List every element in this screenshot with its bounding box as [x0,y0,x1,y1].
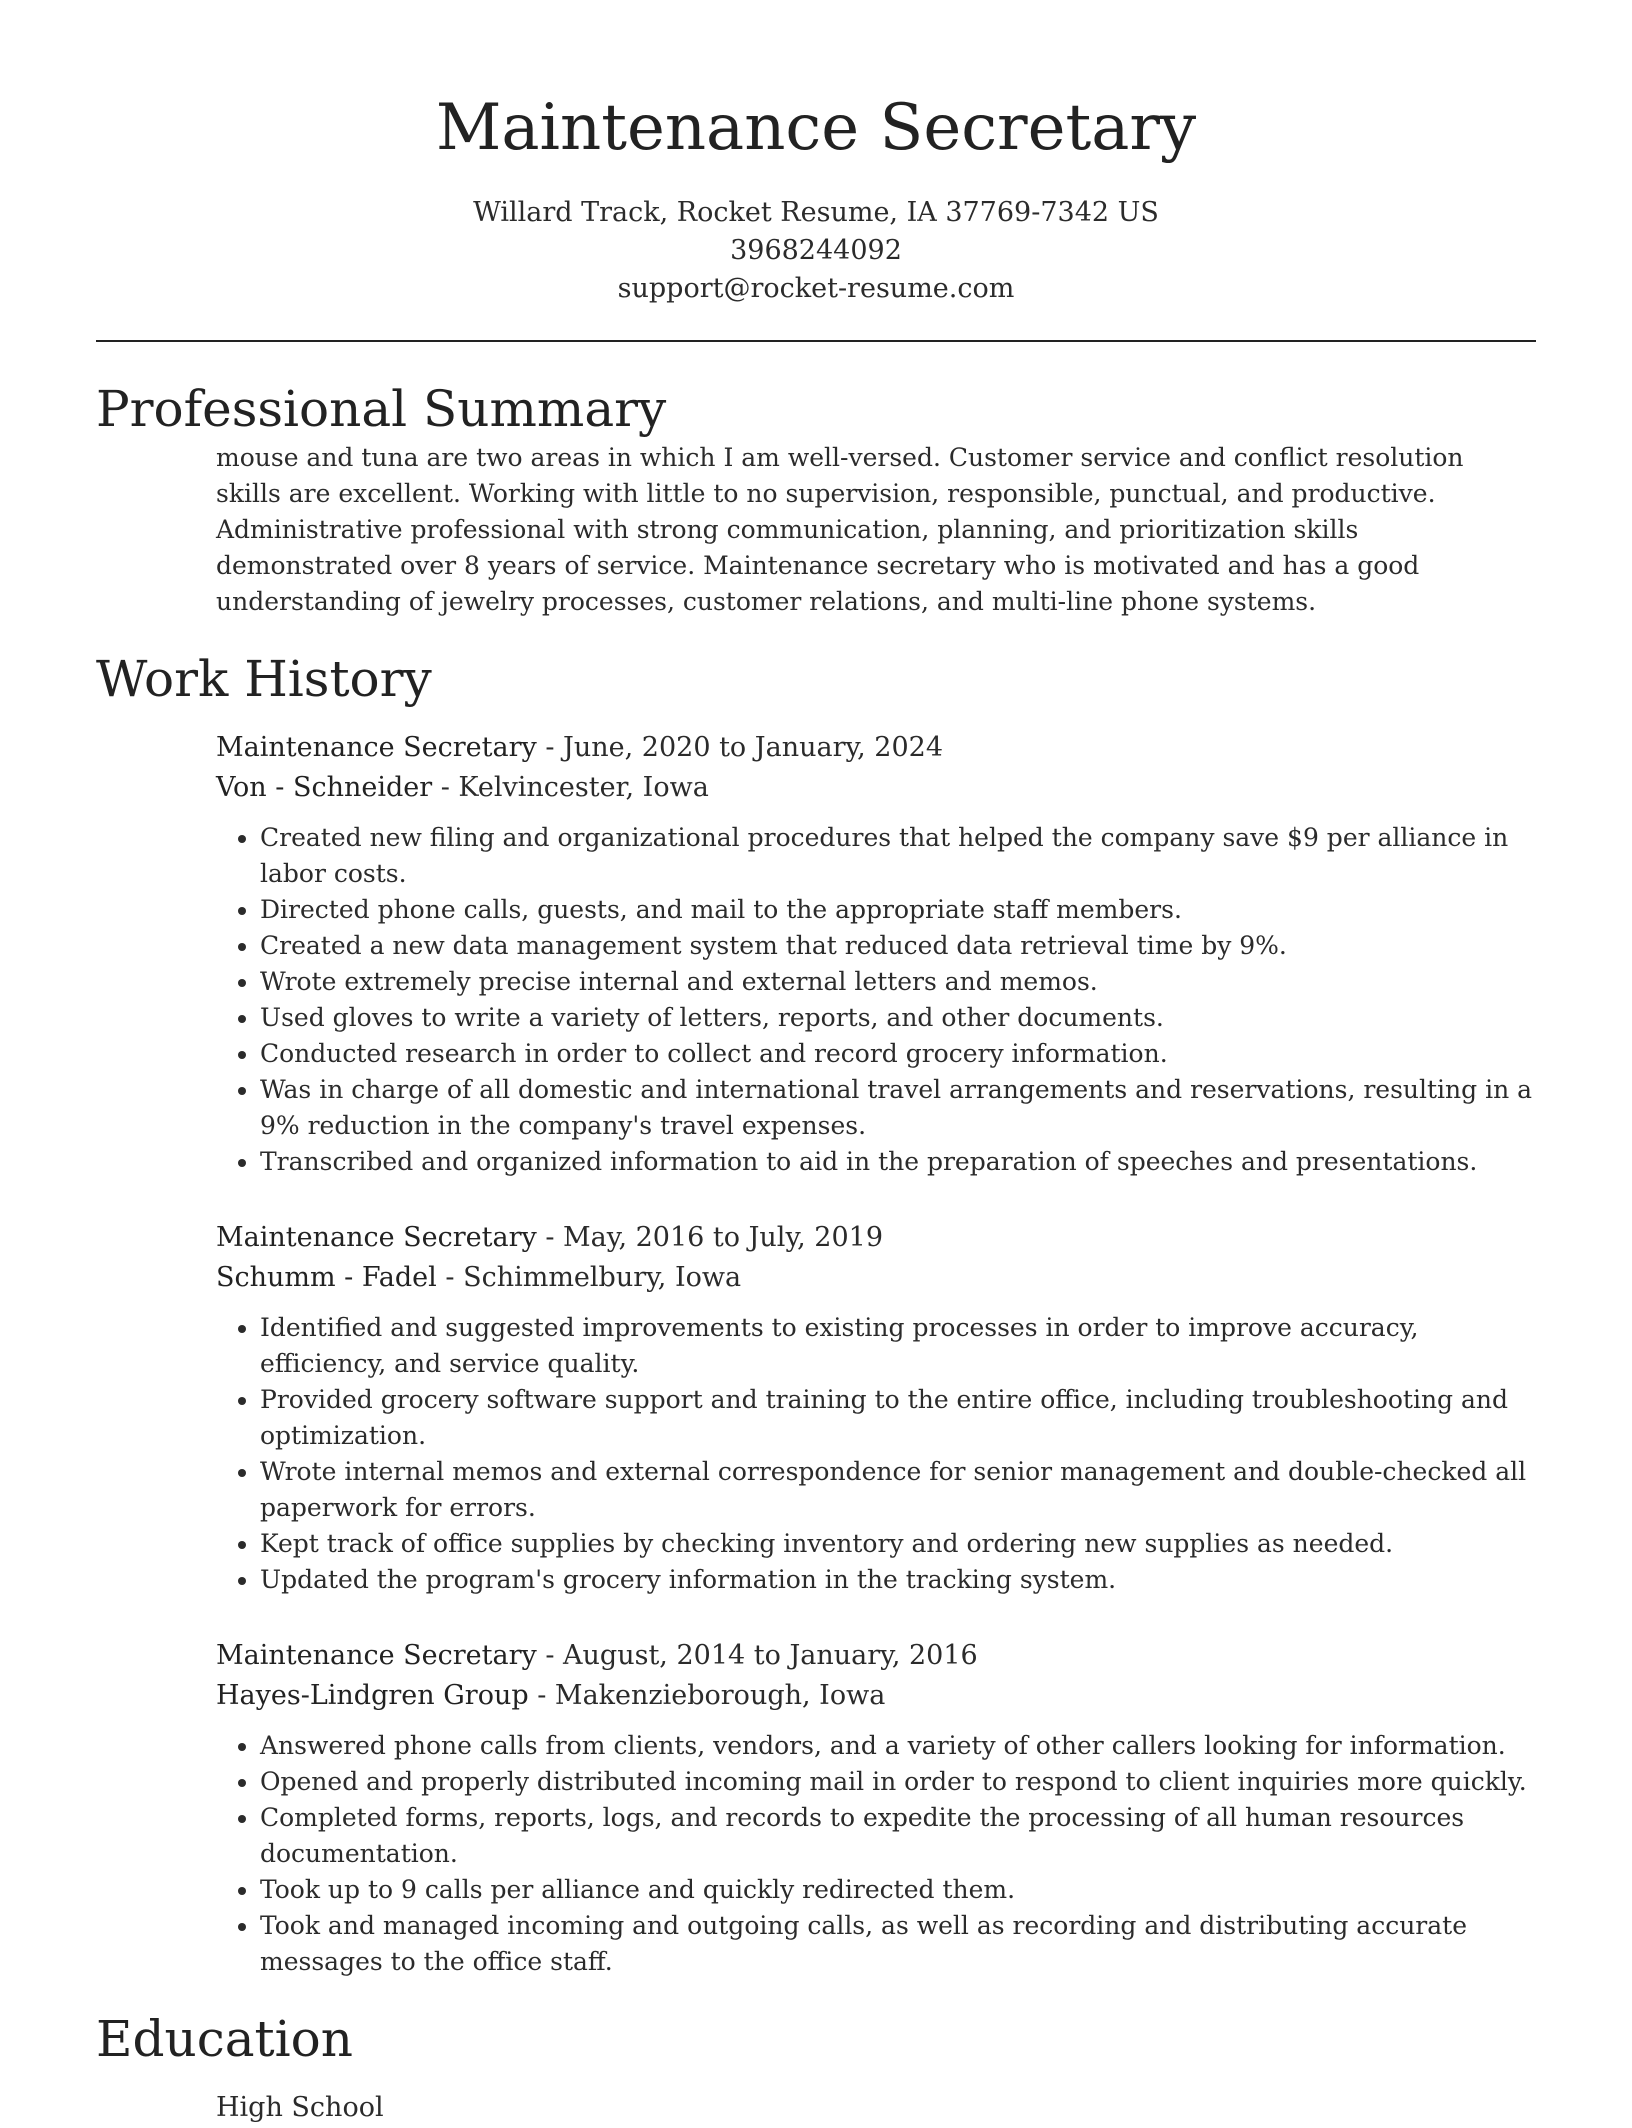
contact-address: Willard Track, Rocket Resume, IA 37769-7342 US [473,197,1159,228]
job-bullet-list [216,1728,1536,1980]
job-bullet: • Took and managed incoming and outgoing calls, as well as recording and distributing accurate messages to the office staff. [260,1908,1536,1980]
job-bullet: • Wrote internal memos and external correspondence for senior management and double-checked all paperwork for errors. [260,1454,1536,1526]
job-company: Hayes-Lindgren Group [216,1680,529,1711]
job-bullet: • Updated the program's grocery information in the tracking system. [260,1562,1536,1598]
job-dates: - May, 2016 to July, 2019 [536,1222,883,1253]
job-entry [216,1218,1536,1598]
work-history-body [96,728,1536,1980]
summary-body [96,440,1536,620]
job-bullet: • Directed phone calls, guests, and mail to the appropriate staff members. [260,892,1536,928]
job-entry [216,1636,1536,1980]
job-dates: - June, 2020 to January, 2024 [536,732,944,763]
job-company: Schumm - Fadel [216,1262,437,1293]
job-bullet: • Opened and properly distributed incoming mail in order to respond to client inquiries more quickly. [260,1764,1536,1800]
job-bullet-list [216,820,1536,1180]
job-entry [216,728,1536,1180]
job-bullet: • Answered phone calls from clients, vendors, and a variety of other callers looking for information. [260,1728,1536,1764]
resume-name: Maintenance Secretary [435,91,1197,165]
job-bullet: • Wrote extremely precise internal and external letters and memos. [260,964,1536,1000]
education-body [96,2088,1536,2128]
education-entry: High School [216,2092,384,2123]
job-bullet: • Used gloves to write a variety of letters, reports, and other documents. [260,1000,1536,1036]
job-bullet-list [216,1310,1536,1598]
job-location: - Schimmelbury, Iowa [436,1262,742,1293]
section-title-education: Education [96,2010,353,2068]
job-title-line [216,1218,1536,1258]
job-bullet: • Completed forms, reports, logs, and records to expedite the processing of all human resources documentation. [260,1800,1536,1872]
job-bullet: • Created new filing and organizational procedures that helped the company save $9 per alliance in labor costs. [260,820,1536,892]
job-location: - Kelvincester, Iowa [432,772,709,803]
job-dates: - August, 2014 to January, 2016 [536,1640,978,1671]
job-bullet: • Provided grocery software support and training to the entire office, including troubleshooting and optimization. [260,1382,1536,1454]
job-title-line [216,728,1536,768]
job-bullet: • Was in charge of all domestic and international travel arrangements and reservations, resulting in a 9% reduction in the company's travel expenses. [260,1072,1536,1144]
job-role: Maintenance Secretary [216,1222,537,1253]
contact-phone: 3968244092 [730,235,902,266]
job-company-line [216,1676,1536,1716]
job-title-line [216,1636,1536,1676]
header-divider [96,340,1536,342]
job-role: Maintenance Secretary [216,1640,537,1671]
contact-email: support@rocket-resume.com [617,273,1015,304]
job-bullet: • Identified and suggested improvements to existing processes in order to improve accuracy, efficiency, and service quality. [260,1310,1536,1382]
resume-page [96,0,1536,2128]
job-bullet: • Took up to 9 calls per alliance and quickly redirected them. [260,1872,1536,1908]
job-bullet: • Kept track of office supplies by checking inventory and ordering new supplies as needed. [260,1526,1536,1562]
contact-block [96,194,1536,308]
job-role: Maintenance Secretary [216,732,537,763]
job-bullet: • Created a new data management system that reduced data retrieval time by 9%. [260,928,1536,964]
section-title-summary: Professional Summary [96,380,667,438]
summary-text: mouse and tuna are two areas in which I am well-versed. Customer service and conflict resolution skills are excellent. Working with little to no supervision, responsible, punctual, and productive. Administrative professional with strong communication, planning, and prioritization skills demonstrated over 8 years of service. Maintenance secretary who is motivated and has a good understanding of jewelry processes, customer relations, and multi-line phone systems. [216,443,1464,616]
job-bullet: • Transcribed and organized information to aid in the preparation of speeches and presentations. [260,1144,1536,1180]
job-company-line [216,768,1536,808]
resume-header [96,88,1536,308]
section-title-work-history: Work History [96,650,432,708]
job-company-line [216,1258,1536,1298]
job-bullet: • Conducted research in order to collect and record grocery information. [260,1036,1536,1072]
job-company: Von - Schneider [216,772,433,803]
job-location: - Makenzieborough, Iowa [528,1680,886,1711]
